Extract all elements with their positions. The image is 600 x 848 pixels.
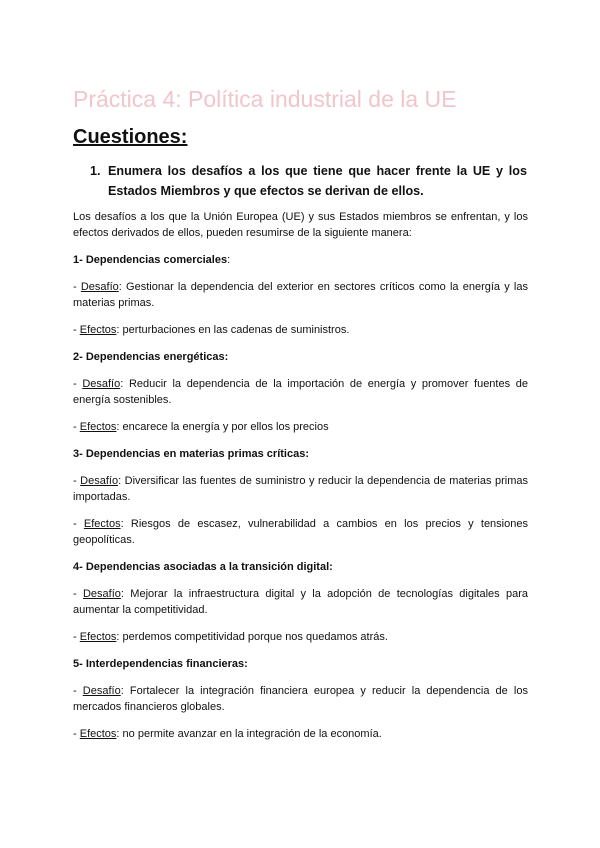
challenge-paragraph: [73, 473, 528, 505]
challenge-paragraph: [73, 376, 528, 408]
question-text: Enumera los desafíos a los que tiene que hacer frente la UE y los Estados Miembros y que efectos se derivan de ellos.: [108, 164, 527, 198]
dash-label: -: [73, 475, 81, 487]
challenge-label: Desafío: [82, 685, 121, 697]
label-separator: :: [118, 475, 125, 487]
section-title: [73, 252, 528, 268]
dash-label: -: [73, 588, 83, 600]
label-separator: :: [116, 324, 123, 336]
effects-text: perturbaciones en las cadenas de suministros.: [122, 324, 350, 336]
effects-paragraph: [73, 726, 528, 742]
challenge-text: Reducir la dependencia de la importación de energía y promover fuentes de energía sostenibles.: [73, 378, 528, 406]
challenge-label: Desafío: [80, 281, 119, 293]
section-title-suffix: :: [227, 254, 231, 266]
effects-text: no permite avanzar en la integración de la economía.: [122, 728, 382, 740]
effects-text: Riesgos de escasez, vulnerabilidad a cambios en los precios y tensiones geopolíticas.: [73, 518, 528, 546]
label-separator: :: [120, 685, 130, 697]
section-title-text: 2- Dependencias energéticas:: [73, 351, 229, 363]
challenge-paragraph: [73, 683, 528, 715]
label-separator: :: [116, 421, 123, 433]
section-title: [73, 559, 528, 575]
dash-label: -: [73, 281, 81, 293]
challenge-label: Desafío: [82, 588, 121, 600]
label-separator: :: [118, 281, 127, 293]
sections-list: [73, 252, 528, 742]
challenge-paragraph: [73, 586, 528, 618]
section-title: [73, 656, 528, 672]
question-number: 1.: [90, 164, 101, 178]
section-title-text: 3- Dependencias en materias primas críticas:: [73, 448, 309, 460]
effects-paragraph: [73, 629, 528, 645]
dash-label: -: [73, 518, 84, 530]
effects-text: encarece la energía y por ellos los precios: [122, 421, 329, 433]
section-title: [73, 446, 528, 462]
challenge-label: Desafío: [82, 378, 121, 390]
section-title: [73, 349, 528, 365]
label-separator: :: [116, 728, 123, 740]
section-title-text: 4- Dependencias asociadas a la transición digital:: [73, 561, 333, 573]
effects-label: Efectos: [79, 728, 117, 740]
challenge-text: Fortalecer la integración financiera europea y reducir la dependencia de los mercados financieros globales.: [73, 685, 528, 713]
intro-paragraph: Los desafíos a los que la Unión Europea (UE) y sus Estados miembros se enfrentan, y los efectos derivados de ellos, pueden resumirse de la siguiente manera:: [73, 211, 528, 239]
effects-label: Efectos: [79, 631, 117, 643]
effects-paragraph: [73, 419, 528, 435]
challenge-paragraph: [73, 279, 528, 311]
label-separator: :: [116, 631, 123, 643]
effects-label: Efectos: [79, 421, 117, 433]
document-title: Práctica 4: Política industrial de la UE: [73, 86, 457, 112]
effects-label: Efectos: [83, 518, 121, 530]
challenge-text: Diversificar las fuentes de suministro y reducir la dependencia de materias primas importadas.: [73, 475, 528, 503]
effects-text: perdemos competitividad porque nos quedamos atrás.: [122, 631, 388, 643]
label-separator: :: [120, 588, 131, 600]
dash-label: -: [73, 378, 83, 390]
effects-paragraph: [73, 322, 528, 338]
challenge-label: Desafío: [80, 475, 119, 487]
dash-label: -: [73, 324, 80, 336]
section-heading: Cuestiones:: [73, 126, 188, 148]
section-title-text: 1- Dependencias comerciales: [73, 254, 228, 266]
answer-content: [73, 209, 528, 753]
dash-label: -: [73, 685, 83, 697]
effects-paragraph: [73, 516, 528, 548]
label-separator: :: [120, 518, 131, 530]
dash-label: -: [73, 421, 80, 433]
dash-label: -: [73, 728, 80, 740]
question-item: [90, 161, 527, 201]
challenge-text: Gestionar la dependencia del exterior en sectores críticos como la energía y las materias primas.: [73, 281, 528, 309]
challenge-text: Mejorar la infraestructura digital y la adopción de tecnologías digitales para aumentar la competitividad.: [73, 588, 528, 616]
section-title-text: 5- Interdependencias financieras:: [73, 658, 248, 670]
effects-label: Efectos: [79, 324, 117, 336]
label-separator: :: [120, 378, 129, 390]
dash-label: -: [73, 631, 80, 643]
